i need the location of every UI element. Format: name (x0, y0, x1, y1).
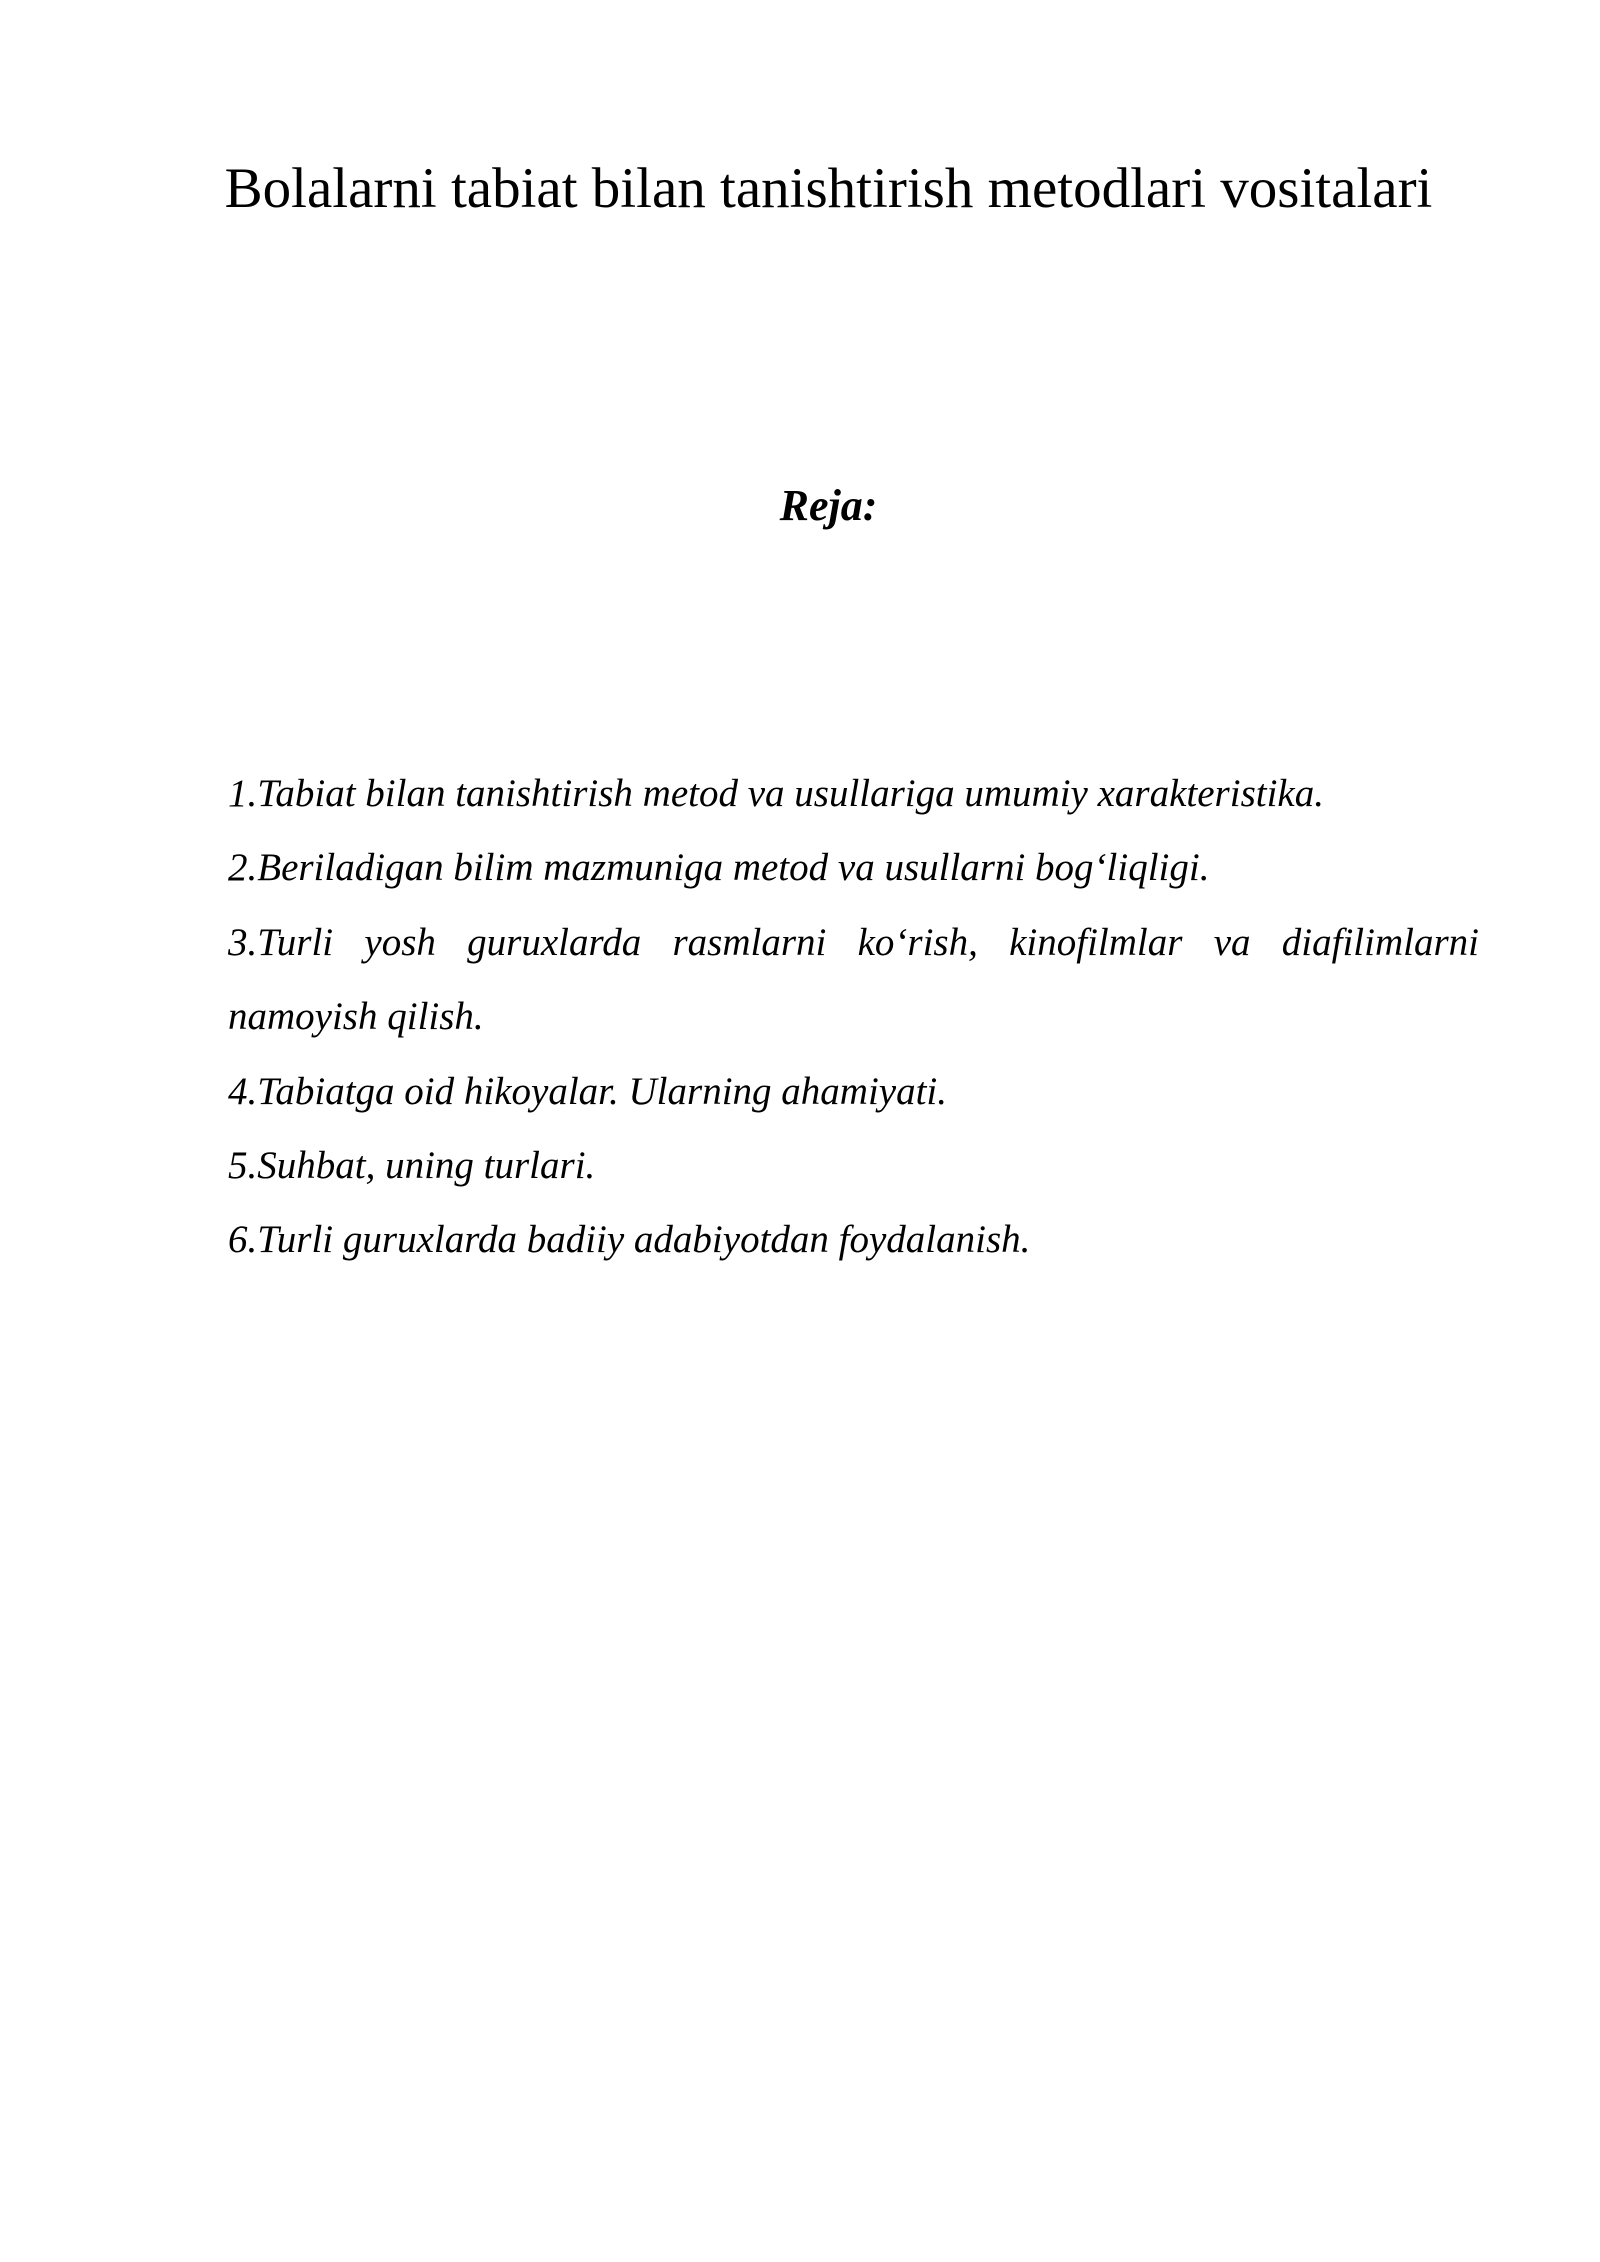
plan-item-3: 3.Turli yosh guruxlarda rasmlarni ko‘rish, kinofilmlar va diafilimlarni namoyish qilish. (228, 920, 1479, 1039)
plan-item-1: 1.Tabiat bilan tanishtirish metod va usullariga umumiy xarakteristika. (228, 772, 1324, 815)
plan-item-2: 2.Beriladigan bilim mazmuniga metod va usullarni bog‘liqligi. (228, 846, 1210, 890)
plan-item-5: 5.Suhbat, uning turlari. (228, 1144, 596, 1188)
plan-item-4: 4.Tabiatga oid hikoyalar. Ularning ahamiyati. (228, 1069, 948, 1113)
plan-heading: Reja: (779, 481, 878, 530)
plan-item-6: 6.Turli guruxlarda badiiy adabiyotdan foydalanish. (228, 1218, 1031, 1262)
plan-list (228, 757, 1479, 1278)
document-title: Bolalarni tabiat bilan tanishtirish metodlari vositalari (224, 157, 1433, 220)
